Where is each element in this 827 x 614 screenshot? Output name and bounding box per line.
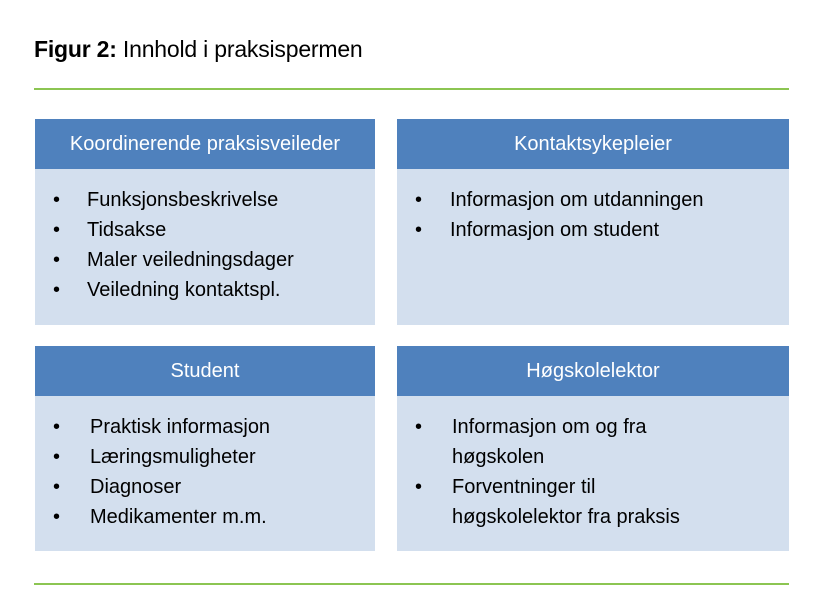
box-header: Kontaktsykepleier	[397, 119, 789, 169]
figure-title-text: Innhold i praksispermen	[116, 36, 363, 62]
bullet-icon: •	[53, 446, 61, 468]
list-item	[397, 185, 789, 215]
list-item	[397, 215, 789, 245]
list-item-text: Praktisk informasjon	[90, 416, 271, 438]
list-item	[397, 472, 722, 532]
list-item-text: Tidsakse	[87, 219, 167, 241]
box-koordinerende-praksisveileder	[35, 119, 375, 325]
bullet-icon: •	[53, 416, 61, 438]
top-divider	[34, 88, 789, 90]
bullet-icon: •	[415, 189, 423, 211]
list-item	[35, 502, 375, 532]
list-item-text: Læringsmuligheter	[90, 446, 256, 468]
list-item-text: Diagnoser	[90, 476, 182, 498]
bullet-icon: •	[53, 219, 61, 241]
list-item-text: Informasjon om utdanningen	[450, 189, 704, 211]
bottom-divider	[34, 583, 789, 585]
figure-title	[34, 36, 363, 63]
box-header: Koordinerende praksisveileder	[35, 119, 375, 169]
list-item	[35, 185, 375, 215]
list-item	[35, 245, 375, 275]
figure-label: Figur 2:	[34, 36, 117, 62]
list-item-text: Forventninger til høgskolelektor fra praksis	[452, 476, 680, 528]
bullet-icon: •	[53, 476, 61, 498]
bullet-list	[35, 169, 375, 305]
list-item-text: Veiledning kontaktspl.	[87, 279, 281, 301]
bullet-icon: •	[53, 189, 61, 211]
list-item-text: Funksjonsbeskrivelse	[87, 189, 279, 211]
bullet-list	[35, 396, 375, 532]
list-item-text: Informasjon om og fra høgskolen	[452, 416, 647, 468]
bullet-icon: •	[415, 416, 423, 438]
list-item	[35, 472, 375, 502]
bullet-icon: •	[53, 279, 61, 301]
box-header: Student	[35, 346, 375, 396]
bullet-icon: •	[415, 219, 423, 241]
box-student	[35, 346, 375, 551]
bullet-list	[397, 169, 789, 245]
bullet-icon: •	[53, 506, 61, 528]
list-item	[35, 215, 375, 245]
bullet-icon: •	[53, 249, 61, 271]
list-item	[35, 412, 375, 442]
list-item-text: Informasjon om student	[450, 219, 659, 241]
list-item-text: Maler veiledningsdager	[87, 249, 294, 271]
box-kontaktsykepleier	[397, 119, 789, 325]
list-item	[35, 275, 375, 305]
bullet-icon: •	[415, 476, 423, 498]
list-item-text: Medikamenter m.m.	[90, 506, 267, 528]
box-hogskolelektor	[397, 346, 789, 551]
list-item	[397, 412, 682, 472]
bullet-list	[397, 396, 789, 532]
box-header: Høgskolelektor	[397, 346, 789, 396]
list-item	[35, 442, 375, 472]
